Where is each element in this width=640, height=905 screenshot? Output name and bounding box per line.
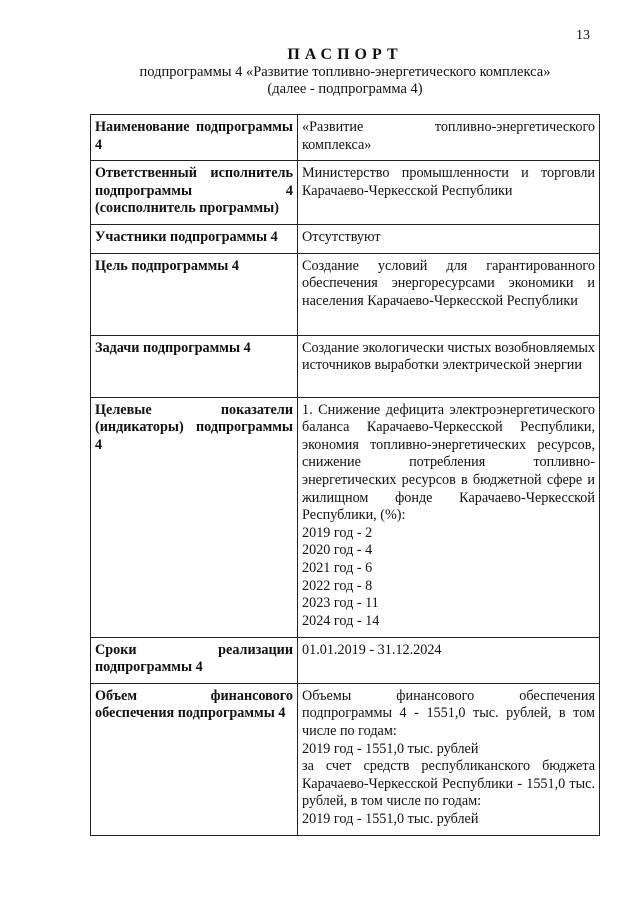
- passport-header: [90, 46, 600, 98]
- table-row: [91, 637, 600, 683]
- table-row: [91, 115, 600, 161]
- funding-line: 2019 год - 1551,0 тыс. рублей: [302, 810, 479, 827]
- row-value-terms: 01.01.2019 - 31.12.2024: [298, 637, 600, 683]
- row-label-funding: Объем финансового обеспечения подпрограммы 4: [91, 683, 298, 835]
- row-value-funding: [298, 683, 600, 835]
- indicator-year-line: 2023 год - 11: [302, 595, 379, 612]
- table-row: [91, 253, 600, 335]
- row-label-indicators: Целевые показатели (индикаторы) подпрограммы 4: [91, 397, 298, 637]
- row-label-executor: Ответственный исполнитель подпрограммы 4 (соисполнитель программы): [91, 161, 298, 225]
- row-label-goal: Цель подпрограммы 4: [91, 253, 298, 335]
- indicator-year-line: 2020 год - 4: [302, 542, 373, 559]
- row-label-participants: Участники подпрограммы 4: [91, 224, 298, 253]
- indicator-year-line: 2021 год - 6: [302, 559, 373, 576]
- row-value-goal: Создание условий для гарантированного обеспечения энергоресурсами экономики и населения Карачаево-Черкесской Республики: [298, 253, 600, 335]
- table-row: [91, 161, 600, 225]
- row-value-executor: Министерство промышленности и торговли Карачаево-Черкесской Республики: [298, 161, 600, 225]
- passport-table: [90, 114, 600, 836]
- funding-intro: Объемы финансового обеспечения подпрограммы 4 - 1551,0 тыс. рублей, в том числе по годам:: [302, 687, 595, 739]
- page-number: 13: [576, 28, 590, 43]
- indicator-year-line: 2024 год - 14: [302, 612, 380, 629]
- passport-subtitle-line1: подпрограммы 4 «Развитие топливно-энергетического комплекса»: [139, 64, 551, 80]
- table-row: [91, 335, 600, 397]
- row-label-tasks: Задачи подпрограммы 4: [91, 335, 298, 397]
- funding-line: за счет средств республиканского бюджета Карачаево-Черкесской Республики - 1551,0 тыс. рублей, в том числе по годам:: [302, 758, 595, 810]
- row-label-name: Наименование подпрограммы 4: [91, 115, 298, 161]
- row-value-tasks: Создание экологически чистых возобновляемых источников выработки электрической энергии: [298, 335, 600, 397]
- indicator-year-line: 2019 год - 2: [302, 524, 373, 541]
- row-value-name: «Развитие топливно-энергетического комплекса»: [298, 115, 600, 161]
- row-value-participants: Отсутствуют: [298, 224, 600, 253]
- row-label-terms: Сроки реализации подпрограммы 4: [91, 637, 298, 683]
- table-row: [91, 224, 600, 253]
- row-value-indicators: [298, 397, 600, 637]
- indicators-intro: 1. Снижение дефицита электроэнергетического баланса Карачаево-Черкесской Республики, экономия топливно-энергетических ресурсов, снижение потребления топливно-энергетических ресурсов в бюджетной сфере и жилищном фонде Карачаево-Черкесской Республики, (%):: [302, 401, 595, 524]
- table-row: [91, 397, 600, 637]
- table-row: [91, 683, 600, 835]
- funding-line: 2019 год - 1551,0 тыс. рублей: [302, 740, 479, 757]
- passport-subtitle-line2: (далее - подпрограмма 4): [267, 81, 423, 97]
- passport-title: ПАСПОРТ: [287, 46, 403, 63]
- indicator-year-line: 2022 год - 8: [302, 577, 373, 594]
